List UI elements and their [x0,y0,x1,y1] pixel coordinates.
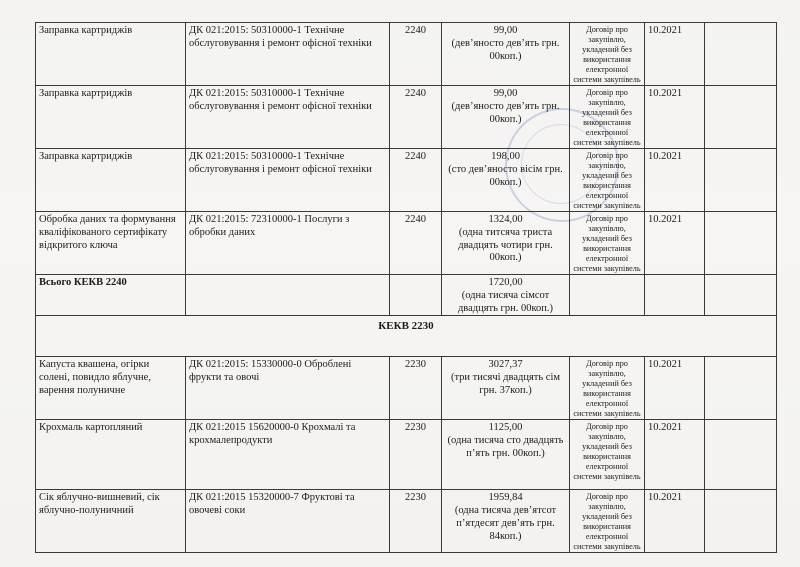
item-kekv: 2230 [390,490,442,553]
sum-number: 1959,84 [488,492,523,504]
section-header-row [36,316,777,357]
item-procedure: Договір про закупівлю, укладений без використання електронної системи закупівель [570,490,645,553]
item-name: Обробка даних та формування кваліфікованого сертифікату відкритого ключа [36,212,186,275]
sum-words: (дев’яносто дев’ять грн. 00коп.) [451,100,560,125]
item-procedure: Договір про закупівлю, укладений без використання електронної системи закупівель [570,212,645,275]
item-date: 10.2021 [645,357,705,420]
total-sum [442,275,570,316]
table-row [36,357,777,420]
item-sum [442,23,570,86]
item-sum [442,357,570,420]
empty-cell [390,275,442,316]
sum-number: 1720,00 [488,277,523,288]
sum-words: (дев’яносто дев’ять грн. 00коп.) [451,37,560,62]
table-row [36,420,777,490]
item-date: 10.2021 [645,23,705,86]
sum-words: (одна титсяча триста двадцять чотири грн. 00коп.) [458,226,553,264]
sum-words: (одна тисяча сто двадцять п’ять грн. 00коп.) [447,435,564,459]
sum-number: 198,00 [491,151,520,162]
sum-words: (сто дев’яносто вісім грн. 00коп.) [448,163,563,188]
sum-number: 99,00 [493,25,518,36]
total-row [36,275,777,316]
item-note [705,212,777,275]
item-sum [442,212,570,275]
item-date: 10.2021 [645,149,705,212]
sum-number: 1324,00 [488,214,523,225]
item-sum [442,490,570,553]
item-date: 10.2021 [645,490,705,553]
item-procedure: Договір про закупівлю, укладений без використання електронної системи закупівель [570,149,645,212]
item-sum [442,149,570,212]
table-row [36,490,777,553]
table-row [36,86,777,149]
item-note [705,86,777,149]
item-code: ДК 021:2015: 15330000-0 Оброблені фрукти та овочі [186,357,390,420]
sum-words: (одна тисяча сімсот двадцять грн. 00коп.) [457,289,554,314]
item-name: Заправка картриджів [36,86,186,149]
item-name: Крохмаль картопляний [36,420,186,490]
sum-number: 1125,00 [488,422,523,434]
item-kekv: 2230 [390,420,442,490]
sum-number: 3027,37 [488,359,523,371]
item-date: 10.2021 [645,420,705,490]
empty-cell [705,275,777,316]
item-name: Заправка картриджів [36,149,186,212]
sum-words: (три тисячі двадцять сім грн. 37коп.) [450,372,561,396]
item-kekv: 2240 [390,86,442,149]
item-note [705,23,777,86]
item-procedure: Договір про закупівлю, укладений без використання електронної системи закупівель [570,23,645,86]
item-sum [442,86,570,149]
item-procedure: Договір про закупівлю, укладений без використання електронної системи закупівель [570,357,645,420]
section-title: КЕКВ 2230 [36,316,777,357]
item-name: Капуста квашена, огірки солені, повидло яблучне, варення полуничне [36,357,186,420]
table-row [36,149,777,212]
procurement-table [35,22,777,553]
item-code: ДК 021:2015: 50310000-1 Технічне обслуговування і ремонт офісної техніки [186,149,390,212]
item-note [705,420,777,490]
item-note [705,357,777,420]
item-kekv: 2240 [390,149,442,212]
item-kekv: 2240 [390,212,442,275]
item-note [705,149,777,212]
item-sum [442,420,570,490]
item-date: 10.2021 [645,86,705,149]
table-row [36,23,777,86]
item-name: Сік яблучно-вишневий, сік яблучно-полуничний [36,490,186,553]
item-procedure: Договір про закупівлю, укладений без використання електронної системи закупівель [570,86,645,149]
item-procedure: Договір про закупівлю, укладений без використання електронної системи закупівель [570,420,645,490]
item-code: ДК 021:2015 15320000-7 Фруктові та овочеві соки [186,490,390,553]
item-kekv: 2230 [390,357,442,420]
empty-cell [645,275,705,316]
total-label: Всього КЕКВ 2240 [36,275,186,316]
item-code: ДК 021:2015 15620000-0 Крохмалі та крохмалепродукти [186,420,390,490]
item-name: Заправка картриджів [36,23,186,86]
item-date: 10.2021 [645,212,705,275]
table-row [36,212,777,275]
sum-words: (одна тисяча дев’ятсот п’ятдесят дев’ять грн. 84коп.) [454,505,557,542]
sum-number: 99,00 [493,88,518,99]
item-kekv: 2240 [390,23,442,86]
item-code: ДК 021:2015: 50310000-1 Технічне обслуговування і ремонт офісної техніки [186,86,390,149]
empty-cell [186,275,390,316]
empty-cell [570,275,645,316]
item-note [705,490,777,553]
item-code: ДК 021:2015: 50310000-1 Технічне обслуговування і ремонт офісної техніки [186,23,390,86]
item-code: ДК 021:2015: 72310000-1 Послуги з обробки даних [186,212,390,275]
